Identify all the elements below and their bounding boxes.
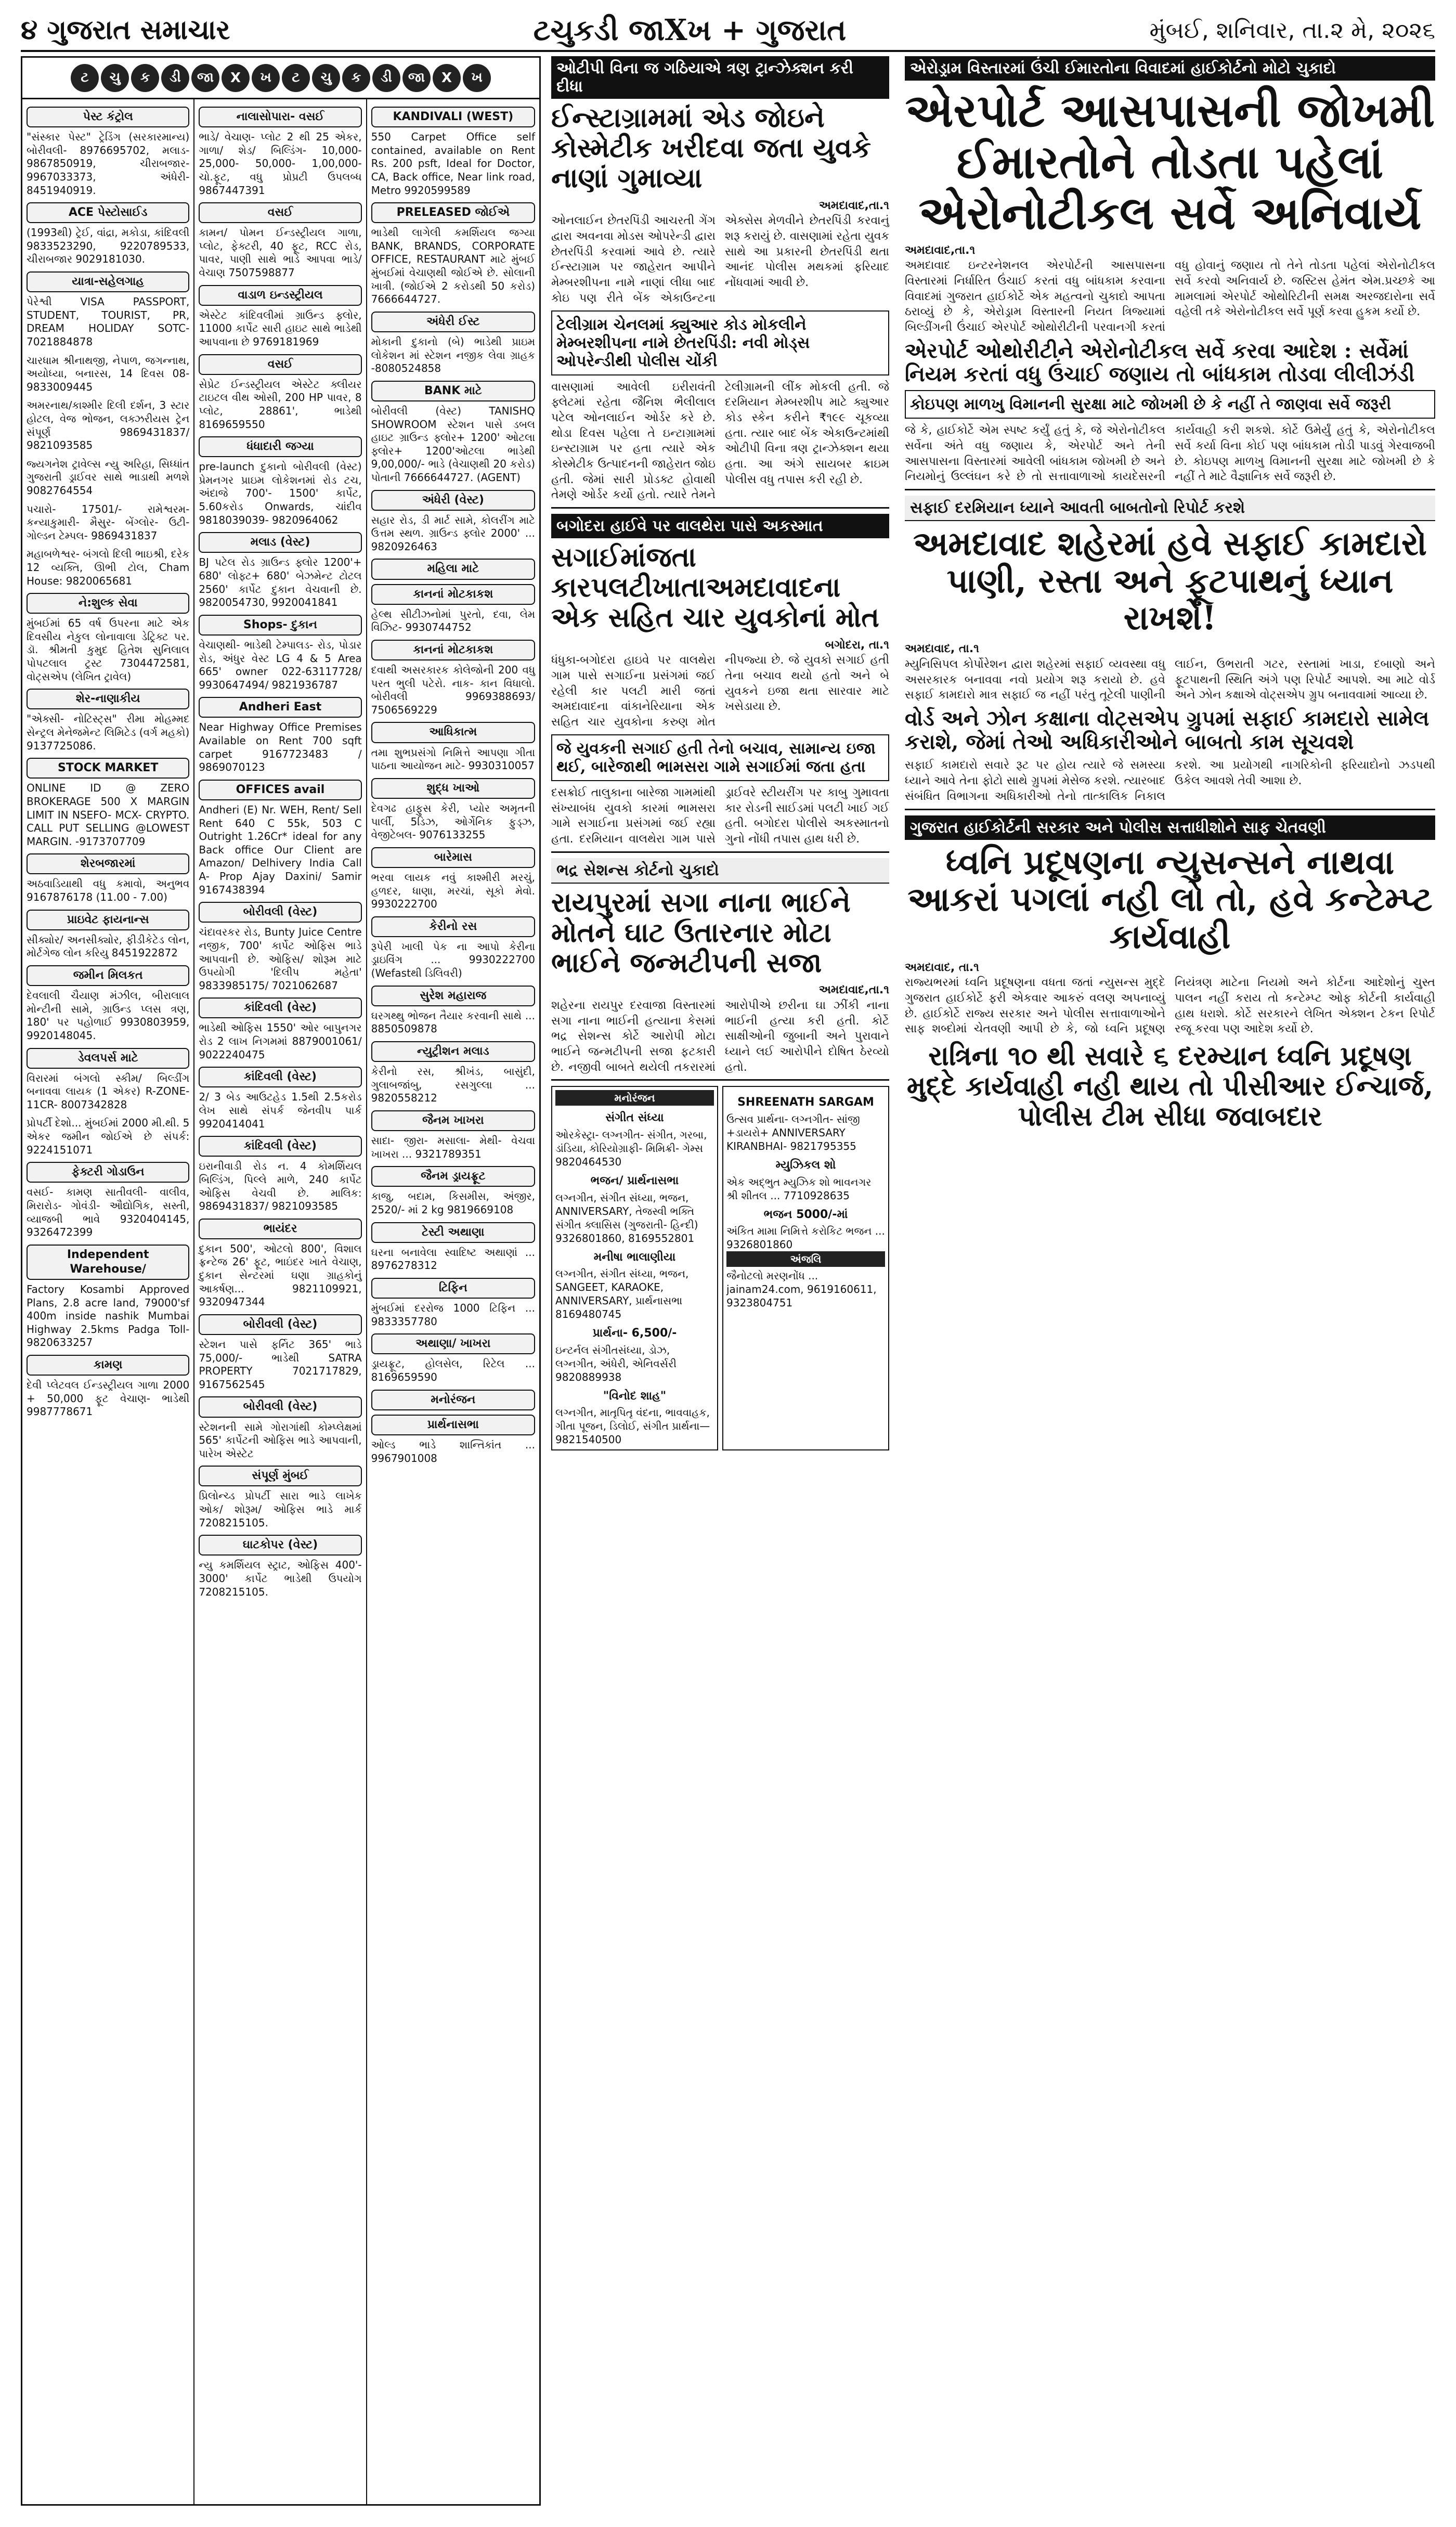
story-bagodara-accident	[551, 514, 889, 853]
ad-text: ઓરકેસ્ટ્રા- લગ્નગીત- સંગીત, ગરબા, ડાંડિયા, કોરિયોગ્રાફી- મિમિક્રી- ગેમ્સ 9820464530	[555, 1129, 707, 1169]
classified-ad: મહાબળેશ્વર- બંગલો દિલી ભાઇશ્રી, દરેક 12 વ્યક્તિ, ઊભી ટોલ, Cham House: 9820065681	[27, 548, 190, 587]
story-dateline: અમદાવાદ,તા.૧	[818, 983, 889, 997]
news-column-right	[905, 56, 1435, 2506]
classified-ad: BJ પટેલ રોડ ગ્રાઉન્ડ ફ્લોર 1200'+ 680' લોફ્ટ+ 680' બેઝમેન્ટ ટોટલ 2560' કાર્પેટ દુકાન વેચવાની છે. 9820054730, 9920041841	[199, 556, 362, 609]
classified-category: સંપૂર્ણ મુંબઈ	[199, 1466, 361, 1486]
classified-ad: પેરેશ્વી VISA PASSPORT, STUDENT, TOURIST, PR, DREAM HOLIDAY SOTC- 7021884878	[27, 295, 190, 348]
classified-ad: ડ્રાયફ્રૂટ, હોલસેલ, રિટેલ ... 8169659590	[371, 1357, 535, 1384]
classified-ad: કામન/ પોમન ઈન્ડસ્ટ્રીયલ ગાળા, પ્લોટ, ફેક્ટરી, 40 ફૂટ, RCC રોડ, પાવર, પાણી સાથે ભાડે આપવા ભાડે/ વેચાણ 7507598877	[199, 226, 362, 279]
classified-category: ટેસ્ટી અથાણા	[371, 1222, 535, 1243]
story-headline: ઈન્સ્ટાગ્રામમાં એડ જોઇને કોસ્મેટીક ખરીદવા જતા યુવકે નાણાં ગુમાવ્યા	[551, 102, 872, 195]
classified-category: જમીન મિલકત	[27, 965, 189, 986]
banner-letter: જા	[402, 64, 431, 92]
classified-category: વસઈ	[199, 354, 361, 375]
banner-letter: ડી	[161, 64, 189, 92]
story-headline: અમદાવાદ શહેરમાં હવે સફાઈ કામદારો પાણી, રસ્તા અને ફૂટપાથનું ધ્યાન રાખશે!	[913, 524, 1427, 638]
banner-letter: ટ	[71, 64, 99, 92]
story-kicker: ગુજરાત હાઈકોર્ટની સરકાર અને પોલીસ સત્તાધીશોને સાફ ચેતવણી	[905, 815, 1435, 840]
story-body: ધંધુકા-બગોદરા હાઇવે પર વાલથેરા ગામ પાસે સગાઈના પ્રસંગમાં જઈ રહેલી કાર પલટી મારી જતાં અમદાવાદના વાંકાનેરિયાના એક સહિત ચાર યુવકોના કરુણ મોત નીપજ્યા છે. જે યુવકો સગાઈ હતી તેના બચાવ થયો હતો અને બે યુવકને ઇજા થતા સારવાર માટે ખસેડાયા છે.	[551, 654, 889, 729]
classified-ad: ઓલ્ડ ભાડે શાન્તિકાંત ... 9967901008	[371, 1438, 535, 1465]
classified-ad: વેચાણથી- ભાડેથી ટેમ્પાલડ- રોડ, પોડાર રોડ, અંધુર વેસ્ટ LG 4 & 5 Area 665' owner 022-63117728/ 9930647494/ 9821936787	[199, 638, 362, 691]
classified-category: અથાણા/ ખાખરા	[371, 1333, 535, 1354]
classified-ad: Andheri (E) Nr. WEH, Rent/ Sell Rent 640 C 55k, 503 C Outright 1.26Cr* ideal for any Back office Our Client are Amazon/ Delhivery India Call A- Prop Ajay Daxini/ Samir 9167438394	[199, 804, 362, 896]
story-dateline: અમદાવાદ,તા.૧	[905, 243, 976, 257]
classified-ad: હેલ્થ સીટીઝનોમાં પુરતો, દવા, લેમ વિઝિટ- 9930744752	[371, 607, 535, 634]
classified-category: ધંધાદારી જગ્યા	[199, 436, 361, 457]
classified-category: કાંદિવલી (વેસ્ટ)	[199, 1136, 361, 1157]
classified-category: અંધેરી (વેસ્ટ)	[371, 490, 535, 511]
story-body-continued: સફાઈ કામદારો સવારે રૂટ પર હોય ત્યારે જે સમસ્યા ધ્યાને આવે તેના ફોટો સાથે ગ્રુપમાં મેસેજ કરશે. ત્યારબાદ સંબંધિત વિભાગના અધિકારીઓ તેનો તાત્કાલિક નિકાલ કરશે. આ પ્રયોગથી નાગરિકોની ફરિયાદોનો ઝડપથી ઉકેલ આવશે તેવી આશા છે.	[905, 759, 1435, 803]
ad-box	[551, 1086, 718, 1450]
story-kicker: સફાઈ દરમિયાન ધ્યાને આવતી બાબતોનો રિપોર્ટ કરશે	[905, 496, 1435, 521]
classified-category: શેરબજારમાં	[27, 853, 189, 874]
story-sanitation-workers	[905, 496, 1435, 810]
classifieds-section	[21, 56, 541, 2506]
classified-category: જૈનમ ખાખરા	[371, 1110, 535, 1131]
classified-ad: દેવગઢ હાફુસ કેરી, પ્યોર અમૃતની પાર્લી, 5ડિઝ, ઓર્ગેનિક ફુડ્ઝ, વેજીટેબલ- 9076133255	[371, 801, 535, 841]
classified-ad: મુંબઈમાં દરરોજ 1000 ટિફિન ... 9833357780	[371, 1302, 535, 1328]
classified-ad: કેરીનો રસ, શ્રીખંડ, બાસુંદી, ગુલાબજાંબુ, રસગુલ્લા ... 9820558212	[371, 1065, 535, 1105]
classified-ad: સેપ્રેટ ઈન્ડસ્ટ્રીયલ એસ્ટેટ ક્લીયર ટાઇટલ વીથ ઓસી, 200 HP પાવર, 8 પ્લોટ, 28861', ભાડેથી 8169659550	[199, 378, 362, 431]
classified-ad: Near Highway Office Premises Available on Rent 700 sqft carpet 9167723483 / 9869070123	[199, 721, 362, 774]
classified-category: BANK માટે	[371, 381, 535, 401]
classified-ad: દેવી પ્લેટવલ ઈન્ડસ્ટ્રીયલ ગાળા 2000 + 50,000 ફૂટ વેચાણ- ભાડેથી 9987778671	[27, 1379, 190, 1418]
classified-category: કાનનાં મોટકાકશ	[371, 584, 535, 605]
classified-category: બોરીવલી (વેસ્ટ)	[199, 1396, 361, 1417]
story-body: ઓનલાઈન છેતરપિંડી આચરતી ગેંગ દ્વારા અવનવા મોડસ ઓપરેન્ડી દ્વારા છેતરપિંડી કરવામાં આવે છે. ત્યારે ઈન્સ્ટાગ્રામ પર જાહેરાત આપીને મેમ્બરશીપના નામે નાણાં લીધા બાદ કોઇ પણ રીતે બેંક એકાઉન્ટના એક્સેસ મેળવીને છેતરપિંડી કરવાનું શરૂ કરાયું છે. વાસણામાં રહેતા યુવક સાથે આ પ્રકારની છેતરપિંડી થતા આનંદ પોલીસ મથકમાં ફરિયાદ નોંધવામાં આવી છે.	[551, 214, 889, 305]
classified-column-2	[194, 99, 367, 2504]
classified-category: STOCK MARKET	[27, 758, 189, 779]
banner-letter: ખ	[252, 64, 280, 92]
ad-text: અંકિત મામા નિમિત્તે કરોકિટ ભજન ... 9326801860	[726, 1225, 885, 1251]
ad-title: સંગીત સંધ્યા	[605, 1111, 664, 1125]
classified-ad: પ્રોપર્ટી દેશો... મુંબઈમાં 2000 મી.થી. 5 એકર જમીન જોઈએ છે સંપર્ક: 9224151071	[27, 1117, 190, 1156]
classified-ad: "સંસ્કાર પેસ્ટ" ટ્રેડિંગ (સરકારમાન્ય) બોરીવલી- 8976695702, મલાડ- 9867850919, ચીરાબજાર- 9967033373, અંધેરી- 8451940919.	[27, 131, 190, 197]
classified-category: સુરેશ મહારાજ	[371, 986, 535, 1006]
classified-ad: ઇરાનીવાડી રોડ ન. 4 કોમર્શિયલ બિલ્ડિંગ, પિલ્લે માળે, 240 કાર્પેટ ઓફિસ વેચવી છે. માલિક: 9869431837/ 9821093585	[199, 1160, 362, 1213]
news-column-left	[551, 56, 889, 2506]
classified-category: બારેમાસ	[371, 847, 535, 868]
banner-letter: X	[433, 64, 461, 92]
story-body: શહેરના રાયપુર દરવાજા વિસ્તારમાં સગા નાના ભાઈની હત્યાના કેસમાં ભદ્ર સેશન્સ કોર્ટે આરોપી મોટા ભાઈને જન્મટીપની સજા ફટકારી છે. નજીવી બાબતે થયેલી તકરારમાં આરોપીએ છરીના ઘા ઝીંકી નાના ભાઈની હત્યા કરી હતી. કોર્ટે સાક્ષીઓની જુબાની અને પુરાવાને ધ્યાને લઈ આરોપીને દોષિત ઠેરવ્યો હતો.	[551, 999, 889, 1074]
news-area	[551, 56, 1435, 2506]
classified-category: ઘાટકોપર (વેસ્ટ)	[199, 1535, 361, 1556]
classified-ad: અઠવાડિયાથી વધુ કમાવો, અનુભવ 9167876178 (11.00 - 7.00)	[27, 877, 190, 904]
classifieds-banner	[22, 58, 539, 99]
ad-title: ભજન/ પ્રાર્થનાસભા	[590, 1174, 679, 1188]
classified-ad: રૂપેરી ખાલી પેક ના આપો કેરીના ડ્રાઇવિંગ ... 9930222700 (Wefastથી ડિલિવરી)	[371, 940, 535, 980]
banner-letter: ક	[342, 64, 370, 92]
story-dateline: અમદાવાદ,તા.૧	[818, 199, 889, 212]
classified-ad: ન્યુ કમર્શિયલ સ્ટ્રાટ, ઓફિસ 400'- 3000' કાર્પેટ ભાડેથી ઉપયોગ 7208215105.	[199, 1559, 362, 1598]
story-body-continued: દસક્રોઈ તાલુકાના બારેજા ગામમાંથી સંખ્યાબંધ યુવકો કારમાં ભામસરા ગામે સગાઈના પ્રસંગમાં જઈ રહ્યા હતા. દરમિયાન વાલથેરા ગામ પાસે ડ્રાઈવરે સ્ટીયરીંગ પર કાબુ ગુમાવતા કાર રોડની સાઈડમાં પલટી ખાઈ ગઈ હતી. બગોદરા પોલીસે અકસ્માતનો ગુનો નોંધી તપાસ હાથ ધરી છે.	[551, 786, 889, 846]
classified-ad: દવાથી અસરકારક કોલેજોની 200 વધુ પરત ભુલી પટેરો. નાક- કાન વિધાલો. બોરીવલી 9969388693/ 7506569229	[371, 664, 535, 716]
ad-text: જૈનોટલો મરણનોંધ ... jainam24.com, 9619160611, 9323804751	[726, 1269, 877, 1310]
story-bottom-headline: રાત્રિના ૧૦ થી સવારે ૬ દરમ્યાન ધ્વનિ પ્રદૂષણ મુદ્દે કાર્યવાહી નહી થાય તો પીસીઆર ઈન્ચાર્જ, પોલીસ ટીમ સીધા જવાબદાર	[906, 1040, 1434, 1133]
classified-category: KANDIVALI (WEST)	[371, 107, 535, 127]
classified-category: યાત્રા-સહેલગાહ	[27, 271, 189, 292]
classified-category: મહિલા માટે	[371, 559, 535, 579]
story-dateline: અમદાવાદ, તા.૧	[905, 961, 979, 974]
banner-letter: ટ	[282, 64, 310, 92]
ad-text: લગ્નગીત, સંગીત સંધ્યા, ભજન, SANGEET, KARAOKE, ANNIVERSARY, પ્રાર્થનાસભા 8169480745	[555, 1267, 689, 1321]
story-headline: ધ્વનિ પ્રદૂષણના ન્યુસન્સને નાથવા આકરાં પગલાં નહી લો તો, હવે કન્ટેમ્પ્ટ કાર્યવાહી	[907, 843, 1433, 956]
classified-ad: તમા શુભપ્રસંગો નિમિત્તે આપણા ગીતા પાઠના આયોજન માટે- 9930310057	[371, 746, 535, 772]
classified-category: પ્રાર્થનાસભા	[371, 1415, 535, 1435]
story-dateline: બગોદરા, તા.૧	[825, 638, 889, 652]
banner-letter: X	[222, 64, 250, 92]
ad-text: ઇન્ટર્નલ સંગીતસંધ્યા, ડોઝ, લગ્નગીત, અંધેરી, એનિવર્સરી 9820889938	[555, 1343, 677, 1383]
classified-category: ડેવલપર્સ માટે	[27, 1048, 189, 1069]
classified-category: પ્રાઇવેટ ફાયનાન્સ	[27, 910, 189, 930]
classified-category: નાલાસોપારા- વસઈ	[199, 107, 361, 127]
classified-category: પેસ્ટ કંટ્રોલ	[27, 107, 189, 127]
ad-text: ઉત્સવ પ્રાર્થના- લગ્નગીત- સાંજી +ડાયરો+ ANNIVERSARY KIRANBHAI- 9821795355	[726, 1113, 860, 1153]
classified-category: બોરીવલી (વેસ્ટ)	[199, 1314, 361, 1335]
classified-ad: ONLINE ID @ ZERO BROKERAGE 500 X MARGIN LIMIT IN NSEFO- MCX- CRYPTO. CALL PUT SELLING @LOWEST MARGIN. -9173707709	[27, 782, 190, 848]
classified-ad: પચારો- 17501/- રામેશ્વરમ- કન્યાકુમારી- મૈસુર- બેંગ્લોર- ઉટી- ગોલ્ડન ટેમ્પલ- 9869431837	[27, 502, 190, 542]
banner-letter: ચુ	[312, 64, 340, 92]
story-raipur-murder	[551, 858, 889, 1081]
ad-title: પ્રાર્થના- 6,500/-	[592, 1327, 677, 1340]
ad-category: મનોરંજન	[555, 1090, 714, 1106]
classified-ad: 550 Carpet Office self contained, available on Rent Rs. 200 psft, Ideal for Doctor, CA, Back office, Near link road, Metro 9920599589	[371, 131, 535, 197]
story-body: રાજ્યભરમાં ધ્વનિ પ્રદૂષણના વધતા જતાં ન્યુસન્સ મુદ્દે ગુજરાત હાઈકોર્ટે ફરી એકવાર આકરું વલણ અપનાવ્યું છે. હાઈકોર્ટે રાજ્ય સરકાર અને પોલીસ સત્તાવાળાઓને સાફ શબ્દોમાં ચેતવણી આપી છે કે, જો ધ્વનિ પ્રદૂષણ નિયંત્રણ માટેના નિયમો અને કોર્ટના આદેશોનું ચુસ્ત પાલન નહીં કરાય તો કન્ટેમ્પ્ટ ઓફ કોર્ટની કાર્યવાહી હાથ ધરાશે. કોર્ટે સરકારને લેખિત એક્શન ટેકન રિપોર્ટ રજૂ કરવા પણ આદેશ કર્યો છે.	[905, 976, 1435, 1036]
banner-letter: ક	[131, 64, 159, 92]
classified-ad: મોકાની દુકાનો (બે) ભાડેથી પ્રાઇમ લોકેશન માં સ્ટેશન નજીક લેવા ગ્રાહક -8080524858	[371, 335, 535, 375]
ad-title: ભજન 5000/-માં	[763, 1208, 848, 1221]
story-body-continued: વાસણામાં આવેલી ઇરીરાવંતી ફ્લેટમાં રહેતા જૈનિશ ભૈલીલાલ પટેલ ઓનલાઈન ઓર્ડર કરે છે. થોડા દિવસ પહેલા તે ઇન્ટાગ્રામમાં ઇન્સ્ટાગ્રામ પર હતા ત્યારે એક કોસ્મેટીક ઉત્પાદનની જાહેરાત જોઇ હતી. જેમાં સારી પ્રોડક્ટ હોવાથી તેમણે ઓર્ડર કર્યો હતો. ત્યારે તેમને ટેલીગ્રામની લીંક મોકલી હતી. જે દરમિયાન મેમ્બરશીપ માટે ક્યુઆર કોડ સ્કેન કરીને ₹૧૯૯ ચૂકવ્યા હતા. ત્યાર બાદ બેંક એકાઉન્ટમાંથી ઓટીપી વિના ત્રણ ટ્રાન્ઝેક્શન થયા હતા. આ અંગે સાયબર ક્રાઇમ પોલીસ વધુ તપાસ કરી રહી છે.	[551, 380, 889, 502]
classified-column-1	[22, 99, 194, 2504]
classified-ad: Factory Kosambi Approved Plans, 2.8 acre land, 79000'sf 400m inside nashik Mumbai Highway 2.5kms Padga Toll- 9820633257	[27, 1283, 190, 1349]
banner-letter: ડી	[372, 64, 400, 92]
classified-ad: ઘરના બનાવેલા સ્વાદિષ્ટ અથાણાં ... 8976278312	[371, 1246, 535, 1272]
dateline-header: મુંબઈ, શનિવાર, તા.૨ મે, ૨૦૨૬	[1149, 17, 1435, 44]
ad-title: મનીષા ભાલાણીયા	[593, 1250, 676, 1264]
classified-category: OFFICES avail	[199, 780, 361, 800]
page-number-title: ૪ ગુજરાત સમાચાર	[21, 14, 230, 46]
classified-ad: સ્ટેશન પાસે ફર્નિટ 365' ભાડે 75,000/- ભાડેથી SATRA PROPERTY 7021717829, 9167562545	[199, 1338, 362, 1391]
classified-ad: એસ્ટેટ કાંદિવલીમાં ગ્રાઉન્ડ ફ્લોર, 11000 કાર્પેટ સારી હાઇટ સાથે ભાડેથી આપવાના છે 9769181969	[199, 308, 362, 348]
classified-category: ન્યુટ્રીશન મલાડ	[371, 1041, 535, 1062]
classified-category: Independent Warehouse/	[27, 1245, 189, 1280]
story-kicker: એરોડ્રામ વિસ્તારમાં ઉંચી ઈમારતોના વિવાદમાં હાઈકોર્ટનો મોટો ચુકાદો	[905, 56, 1435, 81]
classified-category: વાડાળ ઇન્ડસ્ટ્રીયલ	[199, 285, 361, 306]
classified-category: કામણ	[27, 1355, 189, 1376]
classified-category: ટિફિન	[371, 1278, 535, 1299]
story-kicker: ભદ્ર સેશન્સ કોર્ટનો ચુકાદો	[551, 858, 889, 884]
classified-category: Andheri East	[199, 697, 361, 718]
story-body-continued: જે કે, હાઈકોર્ટે એમ સ્પષ્ટ કર્યું હતું કે, જે એરોનોટીકલ સર્વેના અંતે વધુ જણાય કે, એરપોર્ટ અને તેની આસપાસના વિસ્તારમાં આવેલી બાંધકામ જોખમી છે અને નિયમોનું ઉલ્લંઘન કરે છે તો સત્તાવાળાઓ કાયદેસરની કાર્યવાહી કરી શકશે. કોર્ટે ઉમેર્યું હતું કે, એરોનોટીકલ સર્વે કર્યા વિના કોઈ પણ બાંધકામ તોડી પાડવું ગેરવાજબી છે. કોઇપણ માળખુ વિમાનની સુરક્ષા માટે જોખમી છે કે નહીં તે માટે વૈજ્ઞાનિક સર્વે જરૂરી છે.	[905, 424, 1435, 484]
classified-ad: ભાડે/ વેચાણ- પ્લોટ 2 થી 25 એકર, ગાળા/ શેડ/ બિલ્ડિંગ- 10,000- 25,000- 50,000- 1,00,000- ચો.ફૂટ, વધુ પ્રોપ્રટી ઉપલબ્ધ 9867447391	[199, 131, 362, 197]
story-airport-highcourt	[905, 56, 1435, 490]
story-subhead: ટેલીગ્રામ ચેનલમાં ક્યુઆર કોડ મોકલીને મેમ્બરશીપના નામે છેતરપિંડી: નવી મોડ્સ ઓપરેન્ડીથી પોલીસ ચોંકી	[551, 310, 889, 375]
ad-category: અંજલિ	[726, 1251, 885, 1267]
story-subhead: વોર્ડ અને ઝોન કક્ષાના વોટ્સએપ ગ્રુપમાં સફાઈ કામદારો સામેલ કરાશે, જેમાં તેઓ અધિકારીઓને બાબતો કામ સૂચવશે	[905, 706, 1429, 754]
banner-letter: જા	[191, 64, 219, 92]
classified-ad: કાજુ, બદામ, કિસમીસ, અંજીર, 2520/- માં 2 kg 9819669108	[371, 1190, 535, 1216]
ad-title: SHREENATH SARGAM	[737, 1096, 874, 1109]
ad-text: લગ્નગીત, સંગીત સંધ્યા, ભજન, ANNIVERSARY, તેજસ્વી ભક્તિ સંગીત ક્લાસિસ (ગુજરાતી- હિન્દી) 9326801860, 8169552801	[555, 1191, 698, 1245]
story-kicker: બગોદરા હાઈવે પર વાલથેરા પાસે અકસ્માત	[551, 514, 889, 538]
classified-category: આધિકાત્મ	[371, 722, 535, 743]
classified-ad: સહાર રોડ, ડી માર્ટ સામે, કોલરીંગ માટે ઉત્તમ સ્થળ. ગ્રાઉન્ડ ફ્લોર 2000' ... 9820926463	[371, 513, 535, 553]
story-kicker: ઓટીપી વિના જ ગઠિયાએ ત્રણ ટ્રાન્ઝેક્શન કરી દીધા	[551, 56, 889, 99]
classified-ad: અમરનાથ/કાશ્મીર દિલી દર્શન, 3 સ્ટાર હોટલ, વેજ ભોજન, લક્ઝરીયસ ટ્રેન સંપૂર્ણ 9869431837/ 9821093585	[27, 399, 190, 452]
classified-ad: ચંદાવરકર રોડ, Bunty Juice Centre નજીક, 700' કાર્પેટ ઓફિસ ભાડે આપવાની છે. ઓફિસ/ શોરૂમ માટે ઉપયોગી 'દિલીપ મહેતા' 9833985175/ 7021062687	[199, 926, 362, 992]
story-body: અમદાવાદ ઇન્ટરનેશનલ એરપોર્ટની આસપાસના વિસ્તારમાં નિર્ધારિત ઉંચાઈ કરતાં વધુ બાંધકામ કરવાના વિવાદમાં ગુજરાત હાઈકોર્ટે એક મહત્વનો ચુકાદો આપતા ઠરાવ્યું છે કે, એરોડ્રામ વિસ્તારની નિયત ત્રિજ્યામાં બિલ્ડીંગની ઉંચાઈ એરપોર્ટ ઓથોરીટીની પરવાનગી કરતાં વધુ હોવાનું જણાય તો તેને તોડતા પહેલાં એરોનોટીકલ સર્વે કરવો અનિવાર્ય છે. જસ્ટિસ હેમંત એમ.પ્રચ્છકે આ મામલામાં એરપોર્ટ ઓથોરિટીની સમક્ષ અરજદારોના સર્વે વહેલી તકે એરોનોટીકલ સર્વે પૂર્ણ કરવા હુકમ કર્યો છે.	[905, 259, 1435, 334]
story-headline: સગાઈમાંજતા કારપલટીખાતાઅમદાવાદના એક સહિત ચાર યુવકોનાં મોત	[551, 541, 879, 634]
classified-ad: "એક્સી- નોટિસ્ટ્સ" રીમા મોહમ્મદ સેન્ટ્રલ મેનેજમેન્ટ લિમિટેડ (વર્ગ મહકો) 9137725086.	[27, 712, 190, 752]
classified-ad: pre-launch દુકાનો બોરીવલી (વેસ્ટ) પ્રેમનગર પ્રાઇમ લોકેશનમાં રોડ ટચ, અંદાજે 700'- 1500' કાર્પેટ, 5.60કરોડ Onwards, ચાંદીવ 9818039039- 9820964062	[199, 460, 362, 526]
classified-ad: ચારધામ શ્રીનાથજી, નેપાળ, જગન્નાથ, અયોધ્યા, બનારસ, 14 દિવસ 08- 9833009445	[27, 354, 190, 393]
classified-ad: જ્યગનેશ ટ્રાવેલ્સ ન્યુ અરિહા, સિધ્ધાંત ગુજરાતી ડ્રાઈવર સાથે ભાડાથી મળશે 9082764554	[27, 457, 190, 497]
story-subhead: એરપોર્ટ ઓથોરીટીને એરોનોટીકલ સર્વે કરવા આદેશ : સર્વેમાં નિયમ કરતાં વધુ ઉંચાઈ જણાય તો બાંધકામ તોડવા લીલીઝંડી	[905, 338, 1415, 386]
classified-category: ભાયંદર	[199, 1219, 361, 1239]
classified-column-3	[367, 99, 539, 2504]
classified-category: કાંદિવલી (વેસ્ટ)	[199, 1067, 361, 1087]
classified-ad: ઘરગથ્થુ ભોજન તૈયાર કરવાની સાથે ... 8850509878	[371, 1009, 535, 1035]
classified-category: કેરીનો રસ	[371, 916, 535, 937]
classified-category: બોરીવલી (વેસ્ટ)	[199, 902, 361, 923]
classified-ad: પ્રિલોન્ચ્ડ પ્રોપર્ટી સારા ભાડે લાખેક ઓક/ શોરૂમ/ ઓફિસ ભાડે માર્ક 7208215105.	[199, 1489, 362, 1529]
classified-ad: બોરીવલી (વેસ્ટ) TANISHQ SHOWROOM સ્ટેશન પાસે ડબલ હાઇટ ગ્રાઉન્ડ ફ્લોર+ 1200' ઓટલા ફ્લોર+ 1200'ઓટલા ભાડેથી 9,00,000/- ભાડે (વેચાણથી 20 કરોડ) પોતાની 7666644727. (AGENT)	[371, 404, 535, 484]
classified-category: ફેક્ટરી ગોડાઉન	[27, 1162, 189, 1183]
classified-ad: દુકાન 500', ઓટલો 800', વિશાલ ફ્રન્ટેજ 26' ફૂટ, ભાઇંદર ખાતે વેચાણ, દુકાન સેન્ટરમાં ઘણા ગ્રાહકોનું આકર્ષણ... 9821109921, 9320947344	[199, 1242, 362, 1308]
classified-category: જૈનમ ડ્રાયફ્રૂટ	[371, 1166, 535, 1187]
classified-category: શેર-નાણાકીય	[27, 689, 189, 709]
story-headline: રાયપુરમાં સગા નાના ભાઈને મોતને ઘાટ ઉતારનાર મોટા ભાઈને જન્મટીપની સજા	[551, 886, 851, 979]
classified-category: Shops- દુકાન	[199, 615, 361, 636]
ad-title: મ્યુઝિકલ શો	[775, 1159, 836, 1172]
story-highlight-box: કોઇપણ માળખુ વિમાનની સુરક્ષા માટે જોખમી છે કે નહીં તે જાણવા સર્વે જરૂરી	[905, 390, 1435, 419]
classified-ad: સ્ટેશનની સામે ગોરાગાંથી કોમ્પ્લેક્ષમાં 565' કાર્પેટની ઓફિસ ભાડે આપવાની, પારેખ એસ્ટેટ	[199, 1420, 362, 1460]
ad-box	[722, 1086, 889, 1450]
classified-category: શુદ્ધ ખાઓ	[371, 778, 535, 799]
classified-category: ACE પેસ્ટોસાઈડ	[27, 202, 189, 223]
classified-ad: દેવલાલી ચૈયાણ મંઝીલ, બીરાલાલ મોન્ટીની સામે, ગ્રાઉન્ડ પ્લસ ત્રણ, 180' પર પહોળાઈ 9930803959, 9920148045.	[27, 989, 190, 1042]
classified-ad: ભરવા લાયક નવું કાશ્મીરી મરચું, હળદર, ધાણા, મરચાં, સૂકો મેવો. 9930222700	[371, 871, 535, 911]
classified-ad: સાદા- જીરા- મસાલા- મેથી- વેચવા ખાખરા ... 9321789351	[371, 1134, 535, 1160]
story-instagram	[551, 56, 889, 509]
classified-ad: સીક્યોર/ અનસીક્યોર, ફીડીકેટેડ લોન, મોર્ટગેજ લોન કરિયુ 8451922872	[27, 933, 190, 960]
story-noise-pollution	[905, 815, 1435, 1141]
classified-ad: વસઈ- કામણ સાતીવલી- વાલીવ, મિરારોડ- ગોવંડી- ઔદ્યોગિક, સસ્તી, વ્યાજબી ભાવે 9320404145, 9326472399	[27, 1186, 190, 1239]
classified-category: કાંદિવલી (વેસ્ટ)	[199, 997, 361, 1018]
banner-letter: ચુ	[101, 64, 129, 92]
story-body: મ્યુનિસિપલ કોર્પોરેશન દ્વારા શહેરમાં સફાઈ વ્યવસ્થા વધુ અસરકારક બનાવવા નવો પ્રયોગ શરૂ કરાયો છે. હવે સફાઈ કામદારો માત્ર સફાઈ જ નહીં પરંતુ તૂટેલી પાણીની લાઈન, ઉભરાતી ગટર, રસ્તામાં ખાડા, દબાણો અને ફૂટપાથની સ્થિતિ અંગે પણ રિપોર્ટ આપશે. આ માટે વોર્ડ અને ઝોન કક્ષાએ વોટ્સએપ ગ્રુપ બનાવવામાં આવ્યા છે.	[905, 657, 1435, 702]
classified-category: અંધેરી ઈસ્ટ	[371, 312, 535, 332]
classified-ad: મુંબઈમાં 65 વર્ષ ઉપરના માટે એક દિવસીય નેકુલ લોનાવાલા ડેટ્રિક્ટ પર. ડૉ. શ્રીમતી કુમુદ હિતેશ સુનિલાલ પોપટલાલ ટ્રસ્ટ 7304472581, વોટ્સએપ (લેખિત ટ્રાવેલ)	[27, 617, 190, 683]
classified-category: ને:શુલ્ક સેવા	[27, 593, 189, 614]
entertainment-ads	[551, 1086, 889, 1450]
classified-ad: 2/ 3 બેડ આઉટહેડ 1.5થી 2.5કરોડ લેખ સાથે સંપર્ક જેનવીપ પાર્ક 9920414041	[199, 1091, 362, 1130]
story-subhead: જે યુવકની સગાઈ હતી તેનો બચાવ, સામાન્ય ઇજા થઈ, બારેજાથી ભામસરા ગામે સગાઈમાં જતા હતા	[551, 734, 889, 781]
classified-ad: વિરારમાં બંગલો સ્કીમ/ બિલ્ડીંગ બનાવવા લાયક (1 એકર) R-ZONE- 11CR- 8007342828	[27, 1071, 190, 1111]
classified-category: મનોરંજન	[371, 1390, 535, 1410]
ad-text: લગ્નગીત, માતૃપિતૃ વંદના, ભાવવાહક, ગીતા પૂજન, ડિલોઈ, સંગીત પ્રાર્થના— 9821540500	[555, 1406, 710, 1446]
banner-letter: ખ	[463, 64, 491, 92]
story-dateline: અમદાવાદ, તા.૧	[905, 642, 979, 656]
classified-category: PRELEASED જોઈએ	[371, 202, 535, 223]
masthead	[21, 10, 1435, 52]
classified-category: કાનનાં મોટકાકશ	[371, 640, 535, 660]
classified-ad: (1993થી) ટ્રેઈ, વાંદ્રા, મકોડા, કાંદિવલી 9833523290, 9220789533, ચીરાબજાર 9029181030.	[27, 226, 190, 266]
classified-category: વસઈ	[199, 202, 361, 223]
classified-category: મલાડ (વેસ્ટ)	[199, 532, 361, 553]
story-headline: એરપોર્ટ આસપાસની જોખમી ઈમારતોને તોડતા પહેલાં એરોનોટીકલ સર્વે અનિવાર્ય	[905, 83, 1435, 240]
section-title: ટચુકડી જાXખ + ગુજરાત	[533, 12, 847, 47]
ad-text: એક અદ્ભુત મ્યુઝિક શો ભાવનગર શ્રી શીતલ ... 7710928635	[726, 1175, 872, 1202]
classified-ad: ભાડેથી લાગેલી કમર્શિયલ જગ્યા BANK, BRANDS, CORPORATE OFFICE, RESTAURANT માટે મુંબઈ મુંબઈમાં વેચાણથી જોઈએ છે. સોલાની ખાત્રી. (જોઈએ 2 કરોડથી 50 કરોડ) 7666644727.	[371, 226, 535, 306]
classified-ad: ભાડેથી ઓફિસ 1550' ઓર બાપુનગર રોડ 2 લાખ નિગમમાં 8879001061/ 9022240475	[199, 1021, 362, 1061]
ad-title: "વિનોદ શાહ"	[603, 1389, 667, 1403]
